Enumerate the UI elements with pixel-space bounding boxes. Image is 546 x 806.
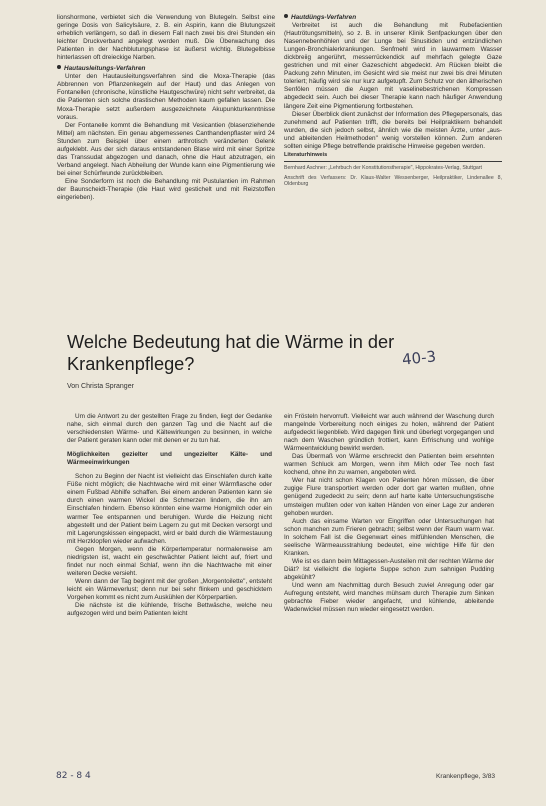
section-subheading: Möglichkeiten gezielter und ungezielter Kälte- und Wärmeeinwirkungen (67, 451, 272, 467)
bottom-left-column (67, 413, 272, 618)
paragraph: Verbreitet ist auch die Behandlung mit Rubefacientien (Hautrötungsmitteln), so z. B. in unserer Klinik Senfpackungen über den Nasennebenhöhlen und der Lunge bei Sinusitiden und entzündlichen Lungen-Bronchialerkrankungen. Senfmehl wird in lauwarmem Wasser dickbreiig angerührt, messerrückendick auf mehrfach gelegte Gaze gestrichen und mit einer Gazeschicht abgedeckt. Am Rücken bleibt die Packung zehn Minuten, im Gesicht wird sie meist nur zwei bis drei Minuten toleriert; häufig wird sie nur kurz aufgetupft. Zum Schutz vor den ätherischen Senfölen müssen die Augen mit vaselinebestrichenen Kompressen abgedeckt sein. Auch bei dieser Therapie kann nach häufiger Anwendung längere Zeit eine Pigmentierung fortbestehen. (284, 22, 502, 110)
paragraph: Eine Sonderform ist noch die Behandlung mit Pustulantien im Rahmen der Baunscheidt-Therapie (die Haut wird gestichelt und mit Reizstoffen eingerieben). (57, 177, 275, 202)
journal-footer: Krankenpflege, 3/83 (436, 773, 496, 780)
paragraph: Das Übermaß von Wärme erschreckt den Patienten beim ersehnten warmen Schluck am Morgen, wenn ihm Milch oder Tee noch fast kochend, ohne ihn zu warnen, angeboten wird. (284, 453, 494, 477)
paragraph: Wenn dann der Tag beginnt mit der großen „Morgentoilette", entsteht leicht ein Wärmeverlust; denn nur bei sehr flinkem und geschicktem Vorgehen kommt es nicht zum Auskühlen der Körperpartien. (67, 577, 272, 601)
handwritten-note: 40-3 (401, 347, 437, 369)
article-author: Von Christa Spranger (67, 383, 134, 390)
paragraph: Der Fontanelle kommt die Behandlung mit Vesicantien (blasenziehende Mittel) am nächsten. Ein genau abgemessenes Canthandenpflaster wird 24 Stunden zum Beispiel über einem arthrotisch veränderten Gelenk aufgeklebt. Aus der sich daraus entstandenen Blase wird mit einer Spritze das Transsudat abgezogen und danach, ohne die Haut abzutragen, ein Verband angelegt. Nach Abheilung der Wunde kann eine Pigmentierung wie bei einer Schürfwunde zurückbleiben. (57, 121, 275, 177)
paragraph: Dieser Überblick dient zunächst der Information des Pflegepersonals, das zunehmend auf Patienten trifft, die bereits bei Heilpraktikern behandelt wurden, die sich jedoch selbst, ähnlich wie die meisten Ärzte, unter „aus- und ableitenden Heilmethoden" wenig vorstellen können. Zum anderen sollten einige Pflege betreffende praktische Hinweise gegeben werden. (284, 110, 502, 150)
handwritten-page-number: 82 - 8 4 (56, 771, 91, 781)
author-address: Anschrift des Verfassers: Dr. Klaus-Walter Wessenberger, Heilpraktiker, Lindenallee 8, Oldenburg (284, 174, 502, 188)
section-heading: Hautdüngs-Verfahren (284, 14, 502, 22)
bottom-right-column (284, 413, 494, 614)
section-heading: Hautausleitungs-Verfahren (57, 65, 275, 73)
paragraph: ein Frösteln hervorruft. Vielleicht war auch während der Waschung durch mangelnde Vorbereitung noch einiges zu holen, während der Patient aufgedeckt liegenblieb. Wird dagegen flink und überlegt vorgegangen und nach dem Waschen gründlich frottiert, kann Erfrischung und wohlige Wärmeentwicklung bewirkt werden. (284, 413, 494, 453)
paragraph: Wer hat nicht schon Klagen von Patienten hören müssen, die über zugige Flure transportiert werden oder dort gar warten mußten, ohne genügend zugedeckt zu sein; denn auf harte kalte Untersuchungstische umsteigen mußten oder von kalten Händen von einer Lage zur anderen gehoben wurden. (284, 477, 494, 517)
literature-heading: Literaturhinweis (284, 151, 328, 158)
paragraph: Die nächste ist die kühlende, frische Bettwäsche, welche neu aufgezogen wird und beim Patienten leicht (67, 602, 272, 618)
top-left-column (57, 14, 275, 202)
paragraph: Wie ist es dann beim Mittagessen-Austeilen mit der rechten Wärme der Diät? Ist vielleicht die logierte Suppe schon zum sahnigen Pudding abgekühlt? (284, 557, 494, 581)
bullet-icon (284, 14, 288, 18)
top-right-column (284, 14, 502, 188)
paragraph: Schon zu Beginn der Nacht ist vielleicht das Einschlafen durch kalte Füße nicht möglich; die Nachtwache wird mit einer Wärmflasche oder einem Fußbad Abhilfe schaffen. Bei einem anderen Patienten kann sie durch einen warmen Wickel die Schmerzen lindern, die ihn am Einschlafen hindern. Ebenso könnten eine warme Honigmilch oder ein warmer Tee entspannen und beruhigen. Wurde die Heizung nicht abgestellt und der Patient beim Lagern zu gut mit Decken versorgt und mit Lagerungskissen eingepackt, wird er bald durch die Wärmestauung mit Herzklopfen wieder aufwachen. (67, 473, 272, 545)
article-title: Welche Bedeutung hat die Wärme in der Krankenpflege? (67, 332, 395, 374)
paragraph: Unter den Hautausleitungsverfahren sind die Moxa-Therapie (das Abbrennen von Pflanzenkegeln auf der Haut) und das Anlegen von Fontanellen (chronische, künstliche Hautgeschwüre) nicht sehr verbreitet, da die Patienten sich solche drastischen Methoden kaum gefallen lassen. Die Moxa-Therapie setzt außerdem ausgezeichnete Akupunkturkenntnisse voraus. (57, 73, 275, 121)
paragraph: Und wenn am Nachmittag durch Besuch zuviel Anregung oder gar Aufregung entsteht, wird manches mühsam durch Therapie zum Sinken gebrachte Fieber wieder angefacht, und kühlende, ableitende Wadenwickel müssen nun wieder eingesetzt werden. (284, 581, 494, 614)
literature-entry: Bernhard Aschner: „Lehrbuch der Konstitutionstherapie", Hippokrates-Verlag, Stuttgart (284, 164, 482, 171)
divider (284, 161, 502, 162)
bullet-icon (57, 65, 61, 69)
paragraph: Um die Antwort zu der gestellten Frage zu finden, liegt der Gedanke nahe, sich einmal durch den ganzen Tag und die Nacht auf die verschiedensten Wärme- und Kältewirkungen zu besinnen, in welche der Patient geraten kann oder mit denen er zu tun hat. (67, 413, 272, 445)
paragraph: Auch das einsame Warten vor Eingriffen oder Untersuchungen hat schon manchen zum Frieren gebracht; selbst wenn der Raum warm war. In solchem Fall ist die Gegenwart eines mitfühlenden Menschen, die seelische Wärmeausstrahlung bedeutet, eine wichtige Hilfe für den Kranken. (284, 517, 494, 557)
paragraph: Gegen Morgen, wenn die Körpertemperatur normalerweise am niedrigsten ist, wacht ein geschwächter Patient leicht auf, friert und findet nur noch einmal Schlaf, wenn ihn die Nachtwache mit einer weiteren Decke versieht. (67, 545, 272, 577)
paragraph: lionshormone, verbietet sich die Verwendung von Blutegeln. Selbst eine geringe Dosis von Salicylsäure, z. B. ein Aspirin, kann die Blutungszeit erheblich verlängern, so daß in diesem Fall nach zwei bis drei Stunden ein leichter Druckverband angelegt werden muß. Die Überwachung des Patienten in der Nachblutungsphase ist äußerst wichtig. Blutegelbisse hinterlassen oft dreieckige Narben. (57, 14, 275, 62)
